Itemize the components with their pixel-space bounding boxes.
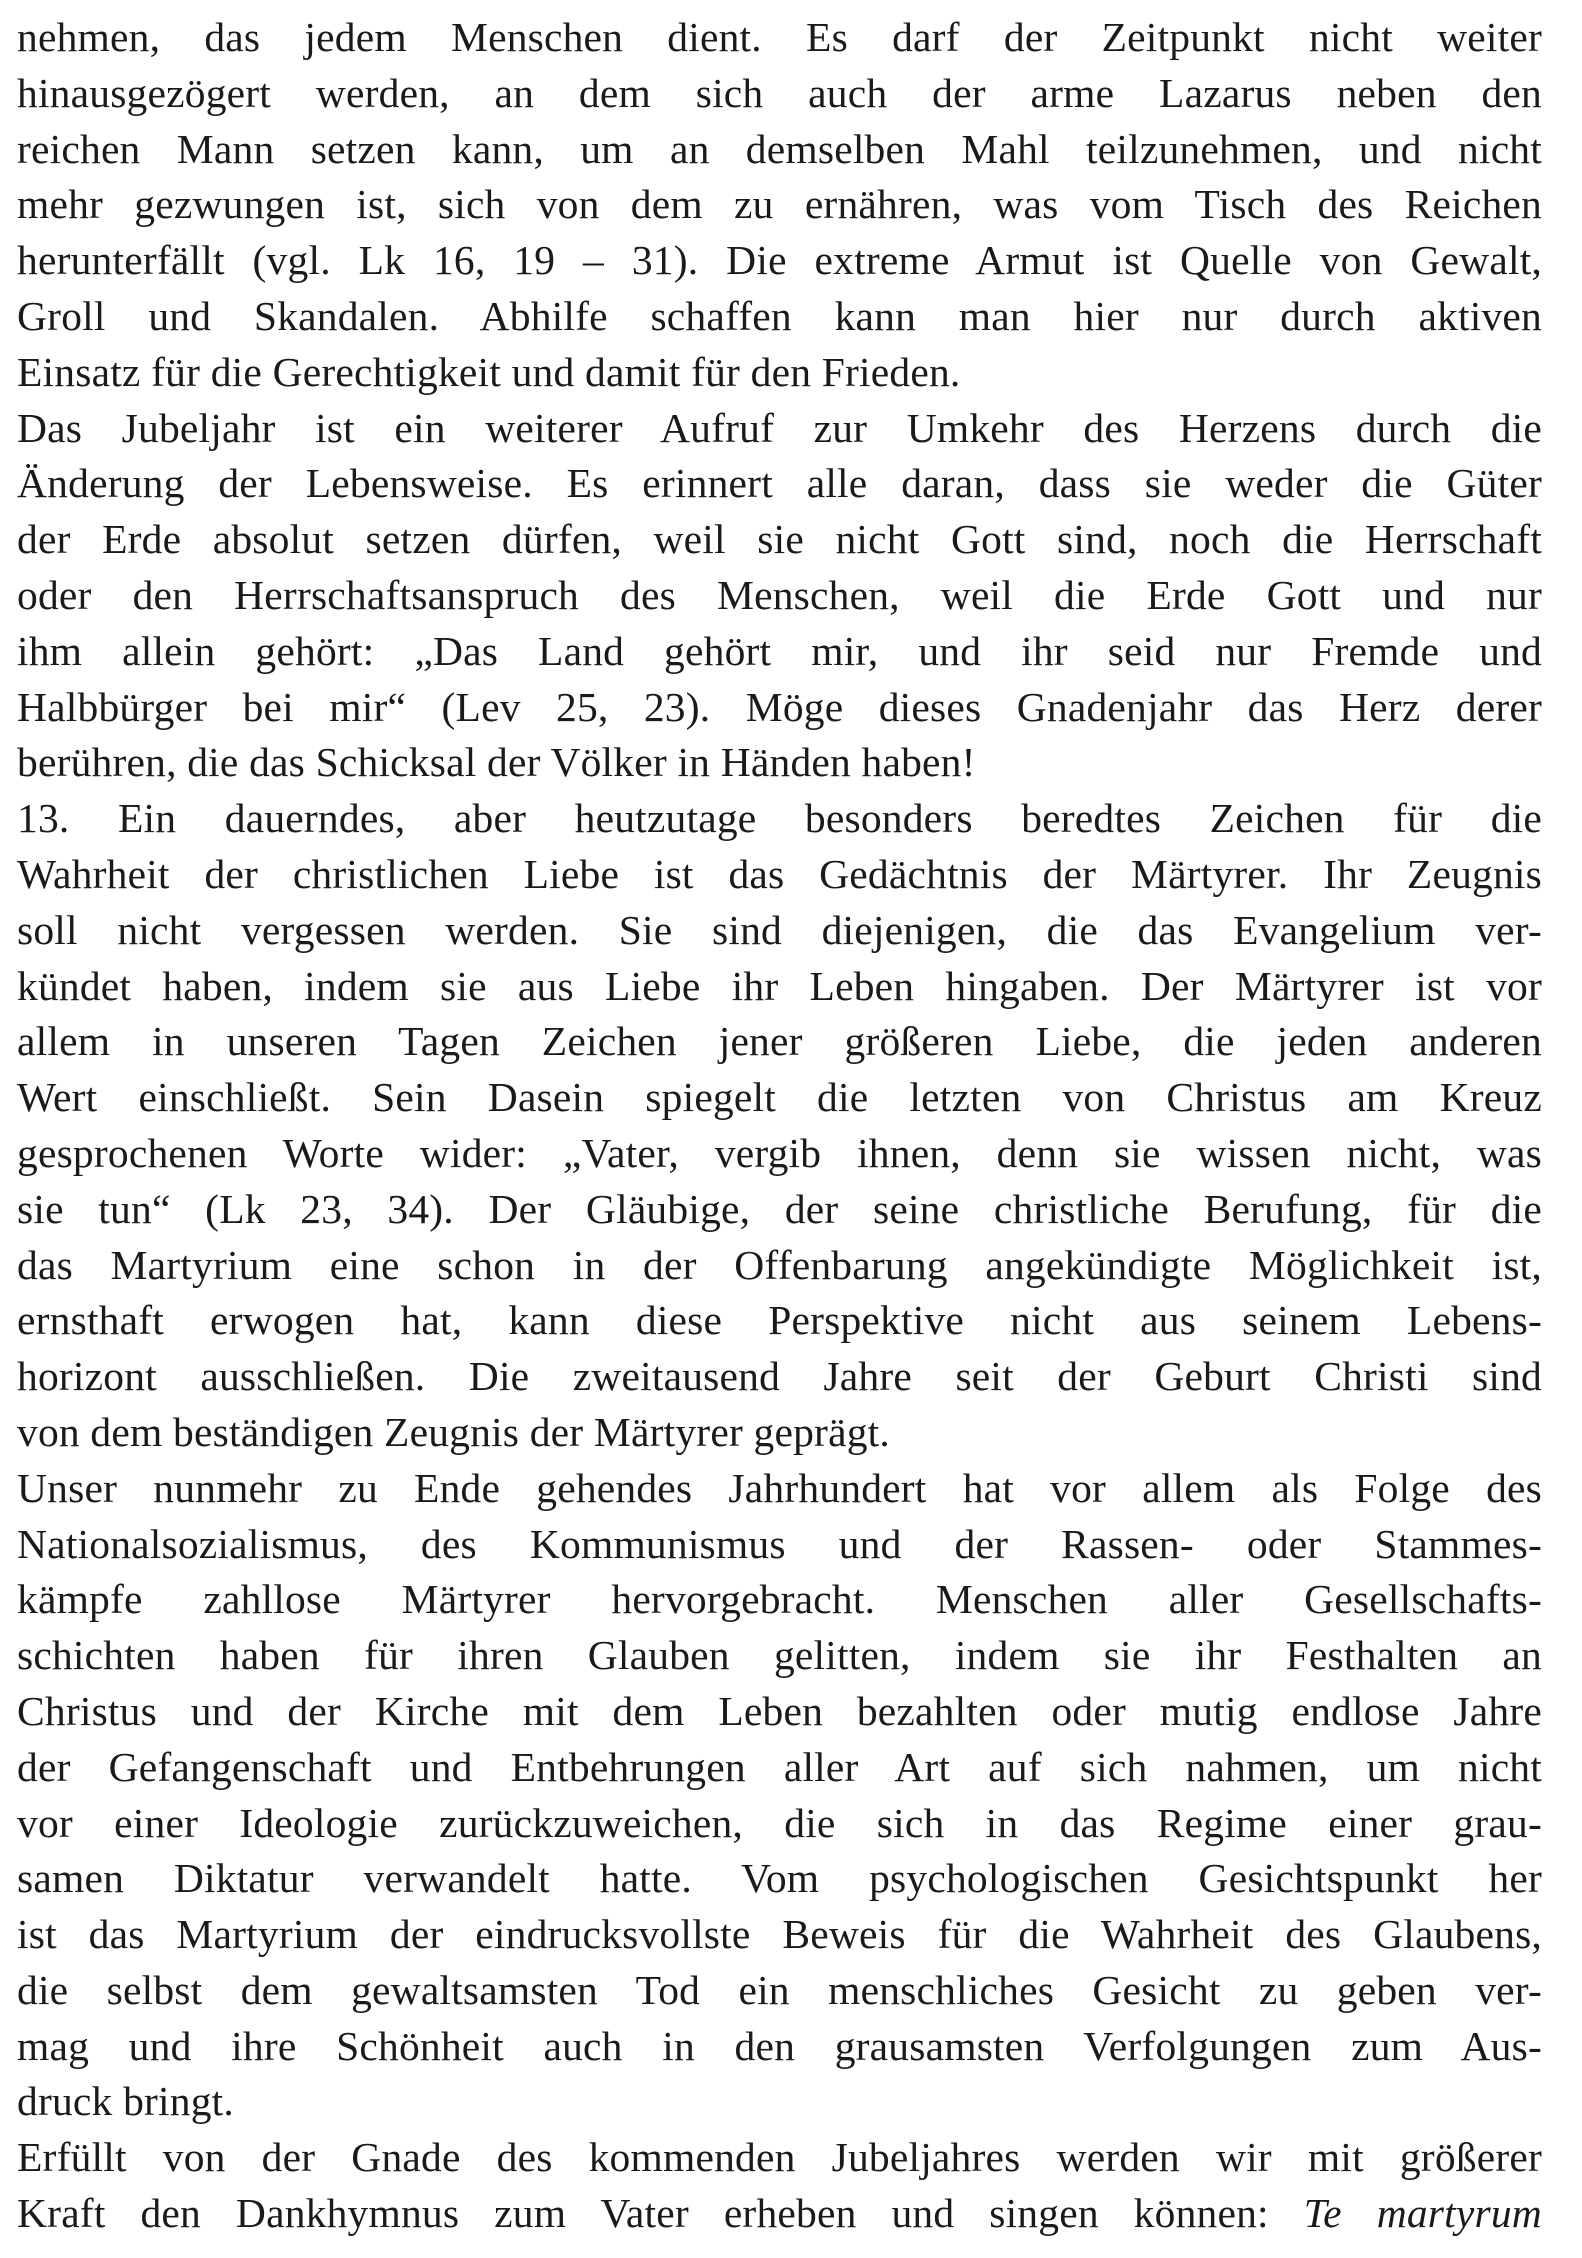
text-line (17, 1572, 1542, 1628)
line-text: schichten haben für ihren Glauben gelitten, indem sie ihr Festhalten an (17, 1632, 1542, 1679)
line-text: mehr gezwungen ist, sich von dem zu ernähren, was vom Tisch des Reichen (17, 181, 1542, 228)
text-line (17, 1126, 1542, 1182)
text-line (17, 791, 1542, 847)
line-text: ernsthaft erwogen hat, kann diese Perspektive nicht aus seinem Lebens- (17, 1297, 1542, 1344)
text-line (17, 233, 1542, 289)
paragraph (17, 401, 1542, 792)
line-text: vor einer Ideologie zurückzuweichen, die sich in das Regime einer grau- (17, 1799, 1542, 1846)
line-text: mag und ihre Schönheit auch in den grausamsten Verfolgungen zum Aus- (17, 2022, 1542, 2069)
line-text: die selbst dem gewaltsamsten Tod ein menschliches Gesicht zu geben ver- (17, 1966, 1542, 2013)
text-line (17, 456, 1542, 512)
text-line (17, 624, 1542, 680)
text-line (17, 1963, 1542, 2019)
line-text: Das Jubeljahr ist ein weiterer Aufruf zur Umkehr des Herzens durch die (17, 404, 1542, 451)
line-text: Wahrheit der christlichen Liebe ist das Gedächtnis der Märtyrer. Ihr Zeugnis (17, 850, 1542, 897)
text-line (17, 735, 1542, 791)
text-line (17, 1851, 1542, 1907)
text-line (17, 1628, 1542, 1684)
line-text: kündet haben, indem sie aus Liebe ihr Leben hingaben. Der Märtyrer ist vor (17, 962, 1542, 1009)
line-text: Halbbürger bei mir“ (Lev 25, 23). Möge dieses Gnadenjahr das Herz derer (17, 683, 1542, 730)
line-text: Christus und der Kirche mit dem Leben bezahlten oder mutig endlose Jahre (17, 1687, 1542, 1734)
line-text: herunterfällt (vgl. Lk 16, 19 – 31). Die extreme Armut ist Quelle von Gewalt, (17, 237, 1542, 284)
line-text: Einsatz für die Gerechtigkeit und damit für den Frieden. (17, 348, 961, 395)
line-text: soll nicht vergessen werden. Sie sind diejenigen, die das Evangelium ver- (17, 906, 1542, 953)
line-text: samen Diktatur verwandelt hatte. Vom psychologischen Gesichtspunkt her (17, 1855, 1542, 1902)
text-line (17, 2074, 1542, 2130)
text-line (17, 289, 1542, 345)
line-text: sie tun“ (Lk 23, 34). Der Gläubige, der seine christliche Berufung, für die (17, 1185, 1542, 1232)
text-line (17, 903, 1542, 959)
line-text: kämpfe zahllose Märtyrer hervorgebracht. Menschen aller Gesellschafts- (17, 1576, 1542, 1623)
text-line (17, 959, 1542, 1015)
line-text: Wert einschließt. Sein Dasein spiegelt die letzten von Christus am Kreuz (17, 1074, 1542, 1121)
text-line (17, 1740, 1542, 1796)
line-text: Änderung der Lebensweise. Es erinnert alle daran, dass sie weder die Güter (17, 460, 1542, 507)
line-text: gesprochenen Worte wider: „Vater, vergib ihnen, denn sie wissen nicht, was (17, 1129, 1542, 1176)
line-text: das Martyrium eine schon in der Offenbarung angekündigte Möglichkeit ist, (17, 1241, 1542, 1288)
text-line (17, 1070, 1542, 1126)
text-line (17, 1684, 1542, 1740)
paragraph (17, 1461, 1542, 2131)
line-text: allem in unseren Tagen Zeichen jener größeren Liebe, die jeden anderen (17, 1018, 1542, 1065)
text-line (17, 568, 1542, 624)
line-text: ihm allein gehört: „Das Land gehört mir, und ihr seid nur Fremde und (17, 627, 1542, 674)
line-text: reichen Mann setzen kann, um an demselben Mahl teilzunehmen, und nicht (17, 125, 1542, 172)
text-line (17, 2186, 1542, 2242)
text-line (17, 1517, 1542, 1573)
paragraph (17, 791, 1542, 1461)
line-text: nehmen, das jedem Menschen dient. Es darf der Zeitpunkt nicht weiter (17, 14, 1542, 60)
line-text: Erfüllt von der Gnade des kommenden Jubeljahres werden wir mit größerer (17, 2134, 1542, 2181)
text-line (17, 512, 1542, 568)
text-line (17, 1349, 1542, 1405)
line-text: druck bringt. (17, 2078, 234, 2125)
text-line (17, 1796, 1542, 1852)
line-text: 13. Ein dauerndes, aber heutzutage besonders beredtes Zeichen für die (17, 795, 1542, 842)
text-line (17, 1238, 1542, 1294)
text-line (17, 1182, 1542, 1238)
text-line (17, 1293, 1542, 1349)
text-line (17, 1907, 1542, 1963)
paragraph (17, 2130, 1542, 2242)
line-text: Nationalsozialismus, des Kommunismus und der Rassen- oder Stammes- (17, 1520, 1542, 1567)
line-text: von dem beständigen Zeugnis der Märtyrer geprägt. (17, 1408, 890, 1455)
line-text: oder den Herrschaftsanspruch des Menschen, weil die Erde Gott und nur (17, 571, 1542, 618)
text-line (17, 847, 1542, 903)
text-line (17, 1014, 1542, 1070)
text-line (17, 177, 1542, 233)
text-line (17, 680, 1542, 736)
paragraph (17, 10, 1542, 401)
line-text: Groll und Skandalen. Abhilfe schaffen kann man hier nur durch aktiven (17, 292, 1542, 339)
text-line (17, 2019, 1542, 2075)
line-text: horizont ausschließen. Die zweitausend Jahre seit der Geburt Christi sind (17, 1353, 1542, 1400)
text-line (17, 345, 1542, 401)
text-line (17, 122, 1542, 178)
line-text: der Erde absolut setzen dürfen, weil sie nicht Gott sind, noch die Herrschaft (17, 516, 1542, 563)
line-text: der Gefangenschaft und Entbehrungen aller Art auf sich nahmen, um nicht (17, 1743, 1542, 1790)
line-text: ist das Martyrium der eindrucksvollste Beweis für die Wahrheit des Glaubens, (17, 1911, 1542, 1958)
text-line (17, 1405, 1542, 1461)
text-line (17, 10, 1542, 66)
line-text: Kraft den Dankhymnus zum Vater erheben und singen können: (17, 2190, 1304, 2237)
text-line (17, 1461, 1542, 1517)
line-text: berühren, die das Schicksal der Völker in Händen haben! (17, 739, 976, 786)
line-text: hinausgezögert werden, an dem sich auch der arme Lazarus neben den (17, 69, 1542, 116)
text-line (17, 66, 1542, 122)
text-line (17, 401, 1542, 457)
text-line (17, 2130, 1542, 2186)
line-text: Unser nunmehr zu Ende gehendes Jahrhundert hat vor allem als Folge des (17, 1464, 1542, 1511)
italic-text: Te martyrum (1303, 2190, 1542, 2237)
